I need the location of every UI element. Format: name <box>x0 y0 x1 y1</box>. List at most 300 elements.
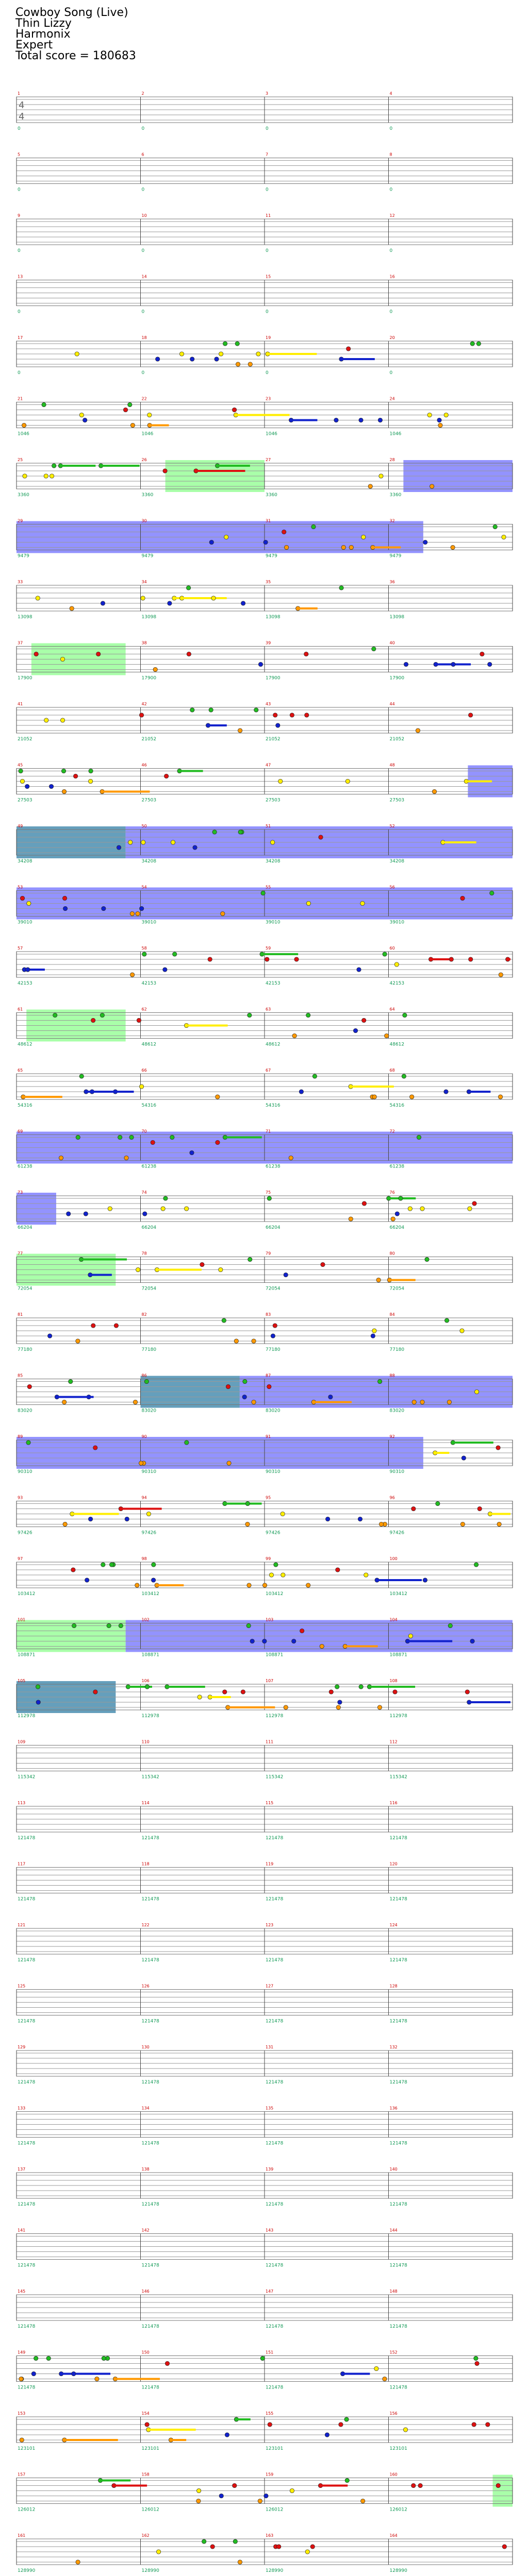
note-lane-1 <box>476 342 481 346</box>
note-lane-5 <box>447 1400 451 1404</box>
note-lane-2 <box>468 713 472 717</box>
measure-score: 34208 <box>389 859 405 864</box>
measure-number: 99 <box>266 1556 271 1561</box>
measure-score: 123101 <box>266 2446 284 2451</box>
song-title: Cowboy Song (Live) <box>15 6 128 19</box>
note-lane-3 <box>88 779 92 783</box>
measure-score: 3360 <box>18 493 29 498</box>
time-signature-bottom: 4 <box>19 111 25 122</box>
measure-score: 0 <box>389 126 393 131</box>
note-lane-3 <box>360 901 365 905</box>
measure-score: 121478 <box>141 1896 159 1902</box>
measure-score: 3360 <box>266 493 277 498</box>
measure-number: 23 <box>266 396 271 401</box>
note-lane-3 <box>147 413 152 417</box>
note-lane-1 <box>490 891 494 895</box>
measure-score: 39010 <box>266 920 280 925</box>
measure-number: 56 <box>389 885 395 890</box>
measure-number: 128 <box>389 1984 398 1989</box>
measure-number: 20 <box>389 335 395 340</box>
note-lane-4 <box>292 1639 296 1643</box>
measure-score: 9479 <box>18 553 29 559</box>
note-lane-4 <box>262 1639 267 1643</box>
note-lane-2 <box>290 713 294 717</box>
note-lane-1 <box>102 2356 106 2360</box>
note-lane-1 <box>403 1013 407 1017</box>
note-lane-2 <box>294 957 299 961</box>
note-lane-2 <box>273 713 277 717</box>
measure-score: 0 <box>266 248 269 253</box>
measure-score: 27503 <box>389 798 405 803</box>
note-lane-3 <box>128 840 133 844</box>
note-lane-4 <box>250 1639 254 1643</box>
note-lane-3 <box>374 2366 378 2370</box>
measure-number: 18 <box>141 335 147 340</box>
note-lane-3 <box>403 2428 407 2432</box>
note-lane-5 <box>349 1217 353 1221</box>
measure-score: 121478 <box>141 2324 159 2329</box>
note-lane-5 <box>497 1522 501 1526</box>
measure-number: 66 <box>141 1068 147 1073</box>
measure-number: 49 <box>18 824 23 828</box>
measure-number: 117 <box>18 1861 26 1867</box>
note-lane-2 <box>241 1690 245 1694</box>
measure-score: 97426 <box>141 1530 157 1536</box>
note-lane-2 <box>34 652 38 656</box>
note-lane-1 <box>335 1685 339 1689</box>
measure-number: 157 <box>18 2472 26 2477</box>
measure-number: 139 <box>266 2167 274 2172</box>
note-lane-2 <box>139 713 143 717</box>
note-lane-1 <box>260 2356 265 2360</box>
measure-number: 103 <box>266 1617 274 1622</box>
note-lane-4 <box>84 1212 88 1216</box>
measure-score: 108871 <box>141 1652 159 1658</box>
note-lane-5 <box>20 2438 24 2442</box>
note-lane-4 <box>328 1395 333 1399</box>
measure-number: 163 <box>266 2533 274 2538</box>
measure-number: 86 <box>141 1373 147 1378</box>
measure-score: 121478 <box>18 1958 36 1963</box>
note-lane-2 <box>200 1262 204 1266</box>
measure-score: 121478 <box>18 2202 36 2207</box>
note-lane-2 <box>123 408 127 412</box>
measure-score: 0 <box>18 126 21 131</box>
measure-score: 121478 <box>141 2141 159 2146</box>
measure-score: 126012 <box>389 2507 407 2513</box>
note-lane-1 <box>344 2417 349 2421</box>
note-lane-3 <box>44 718 48 722</box>
measure-score: 39010 <box>141 920 157 925</box>
note-lane-5 <box>238 2560 242 2564</box>
measure-score: 61238 <box>389 1164 405 1170</box>
note-lane-2 <box>472 1201 476 1206</box>
measure-score: 121478 <box>389 2263 407 2268</box>
note-lane-1 <box>34 2356 38 2360</box>
measure-number: 69 <box>18 1129 23 1134</box>
note-lane-1 <box>142 952 146 956</box>
measure-number: 50 <box>141 824 147 828</box>
note-lane-5 <box>377 1705 382 1709</box>
measure-score: 121478 <box>18 2019 36 2024</box>
note-lane-2 <box>114 1324 118 1328</box>
note-lane-2 <box>321 1262 325 1266</box>
measure-number: 122 <box>141 1923 150 1927</box>
measure-score: 121478 <box>266 2202 284 2207</box>
measure-number: 47 <box>266 762 271 768</box>
measure-score: 3360 <box>389 493 402 498</box>
note-lane-2 <box>319 835 323 839</box>
measure-score: 1046 <box>18 431 29 437</box>
measure-number: 6 <box>141 152 144 157</box>
note-lane-4 <box>378 418 382 422</box>
measure-score: 121478 <box>18 1836 36 1841</box>
note-lane-4 <box>225 2433 229 2437</box>
measure-number: 12 <box>389 213 395 218</box>
note-lane-1 <box>235 342 239 346</box>
note-lane-5 <box>258 2499 262 2503</box>
note-lane-4 <box>334 418 338 422</box>
measure-score: 121478 <box>266 2019 284 2024</box>
measure-score: 0 <box>266 187 269 193</box>
measure-number: 138 <box>141 2167 150 2172</box>
measure-number: 143 <box>266 2228 274 2233</box>
measure-number: 147 <box>266 2289 274 2294</box>
measure-score: 21052 <box>266 737 280 742</box>
measure-score: 17900 <box>266 675 280 681</box>
note-lane-3 <box>139 1084 143 1089</box>
note-lane-1 <box>129 1135 134 1139</box>
note-lane-1 <box>399 1196 403 1200</box>
measure-score: 121478 <box>141 2080 159 2085</box>
measure-number: 161 <box>18 2533 26 2538</box>
measure-score: 39010 <box>18 920 32 925</box>
note-lane-2 <box>20 896 24 900</box>
note-lane-5 <box>133 1400 137 1404</box>
measure-number: 79 <box>266 1251 271 1256</box>
measure-number: 120 <box>389 1861 398 1867</box>
note-lane-1 <box>248 1013 252 1017</box>
note-lane-5 <box>412 1400 416 1404</box>
note-lane-4 <box>423 540 427 544</box>
measure-score: 0 <box>18 248 21 253</box>
measure-score: 121478 <box>18 2385 36 2391</box>
note-lane-5 <box>284 1705 288 1709</box>
note-lane-5 <box>95 2377 99 2381</box>
note-lane-2 <box>393 1690 397 1694</box>
note-lane-4 <box>72 2371 76 2376</box>
measure-score: 1046 <box>389 431 402 437</box>
note-lane-5 <box>153 667 157 671</box>
note-lane-3 <box>161 1207 165 1211</box>
measure-number: 51 <box>266 824 271 828</box>
measure-number: 55 <box>266 885 271 890</box>
measure-number: 58 <box>141 946 147 951</box>
measure-number: 164 <box>389 2533 398 2538</box>
measure-score: 42153 <box>18 981 32 986</box>
note-lane-4 <box>36 1700 40 1704</box>
measure-score: 66204 <box>141 1225 157 1230</box>
note-lane-3 <box>460 1329 464 1333</box>
measure-score: 42153 <box>141 981 157 986</box>
measure-score: 61238 <box>141 1164 157 1170</box>
measure-number: 153 <box>18 2411 26 2416</box>
measure-number: 10 <box>141 213 147 218</box>
note-lane-5 <box>70 606 74 611</box>
measure-number: 40 <box>389 640 395 646</box>
measure-number: 65 <box>18 1068 23 1073</box>
note-lane-4 <box>67 1212 71 1216</box>
note-lane-2 <box>502 2545 506 2549</box>
note-lane-5 <box>62 789 66 793</box>
note-lane-1 <box>144 1379 148 1383</box>
measure-score: 54316 <box>18 1103 32 1108</box>
measure-number: 108 <box>389 1679 398 1683</box>
measure-number: 76 <box>389 1190 395 1195</box>
note-lane-1 <box>53 1013 57 1017</box>
note-lane-4 <box>214 357 219 361</box>
measure-number: 148 <box>389 2289 398 2294</box>
note-lane-5 <box>22 423 26 427</box>
measure-number: 45 <box>18 762 23 768</box>
note-lane-3 <box>269 1573 273 1577</box>
note-lane-1 <box>186 586 190 590</box>
note-lane-4 <box>219 2494 223 2498</box>
song-difficulty: Expert <box>15 39 53 52</box>
note-lane-4 <box>263 540 268 544</box>
note-lane-3 <box>420 1207 424 1211</box>
measure-number: 105 <box>18 1679 26 1683</box>
note-lane-1 <box>212 830 217 834</box>
measure-number: 64 <box>389 1007 395 1012</box>
note-lane-3 <box>305 2550 309 2554</box>
note-lane-4 <box>444 1090 448 1094</box>
measure-score: 90310 <box>141 1469 157 1475</box>
note-lane-3 <box>256 352 260 356</box>
measure-number: 160 <box>389 2472 398 2477</box>
note-lane-2 <box>210 2545 214 2549</box>
measure-score: 48612 <box>266 1042 280 1047</box>
measure-score: 83020 <box>18 1408 32 1414</box>
note-lane-1 <box>101 1563 105 1567</box>
note-lane-1 <box>274 1563 278 1567</box>
note-lane-2 <box>329 1690 333 1694</box>
measure-score: 121478 <box>18 2141 36 2146</box>
measure-score: 121478 <box>266 2385 284 2391</box>
measure-number: 154 <box>141 2411 150 2416</box>
note-lane-4 <box>371 1334 375 1338</box>
measure-number: 95 <box>266 1495 271 1500</box>
note-lane-5 <box>63 1522 67 1526</box>
note-lane-5 <box>320 1644 324 1648</box>
note-lane-3 <box>408 1207 412 1211</box>
measure-score: 77180 <box>266 1347 280 1352</box>
measure-number: 68 <box>389 1068 395 1073</box>
measure-score: 121478 <box>266 1958 284 1963</box>
note-lane-5 <box>227 1461 231 1465</box>
note-lane-1 <box>152 1563 156 1567</box>
note-lane-1 <box>79 1074 84 1078</box>
measure-score: 1046 <box>141 431 154 437</box>
measure-number: 44 <box>389 702 395 706</box>
note-lane-3 <box>211 596 216 600</box>
measure-number: 156 <box>389 2411 398 2416</box>
note-lane-2 <box>268 2422 272 2427</box>
note-lane-5 <box>62 1400 66 1404</box>
note-lane-2 <box>165 2361 169 2365</box>
note-lane-5 <box>130 973 134 977</box>
note-lane-5 <box>76 2560 80 2564</box>
note-lane-3 <box>290 2488 294 2493</box>
note-lane-4 <box>163 968 167 972</box>
measure-number: 132 <box>389 2045 398 2049</box>
note-lane-5 <box>221 911 225 916</box>
note-lane-2 <box>465 1690 469 1694</box>
measure-score: 0 <box>141 248 145 253</box>
measure-score: 108871 <box>18 1652 36 1658</box>
measure-number: 141 <box>18 2228 26 2233</box>
note-lane-3 <box>219 352 223 356</box>
note-lane-5 <box>252 1339 256 1343</box>
note-lane-2 <box>232 408 236 412</box>
note-lane-4 <box>88 1517 92 1521</box>
measure-score: 66204 <box>266 1225 280 1230</box>
note-lane-2 <box>91 1018 95 1022</box>
measure-score: 112978 <box>266 1714 284 1719</box>
measure-score: 0 <box>266 126 269 131</box>
measure-score: 21052 <box>18 737 32 742</box>
measure-score: 121478 <box>389 2324 407 2329</box>
note-lane-2 <box>187 652 191 656</box>
measure-number: 70 <box>141 1129 147 1134</box>
note-lane-4 <box>143 1212 147 1216</box>
note-lane-2 <box>223 1690 227 1694</box>
note-lane-4 <box>49 784 53 788</box>
note-lane-5 <box>76 1339 80 1343</box>
measure-score: 0 <box>389 187 393 193</box>
measure-number: 100 <box>389 1556 398 1561</box>
note-lane-2 <box>418 2483 422 2487</box>
note-lane-4 <box>83 418 87 422</box>
note-lane-3 <box>281 1573 285 1577</box>
note-lane-1 <box>107 1623 111 1628</box>
note-lane-2 <box>362 1018 366 1022</box>
measure-score: 121478 <box>266 1896 284 1902</box>
measure-score: 0 <box>18 187 21 193</box>
note-lane-3 <box>502 535 506 539</box>
song-instrument: Harmonix <box>15 28 71 41</box>
measure-number: 106 <box>141 1679 150 1683</box>
measure-number: 62 <box>141 1007 147 1012</box>
measure-score: 121478 <box>141 2385 159 2391</box>
note-lane-2 <box>411 1506 416 1511</box>
measure-number: 8 <box>389 152 392 157</box>
note-lane-5 <box>416 728 420 733</box>
measure-score: 121478 <box>389 2019 407 2024</box>
measure-number: 149 <box>18 2350 26 2355</box>
note-lane-1 <box>233 2539 237 2544</box>
measure-score: 0 <box>141 187 145 193</box>
note-lane-4 <box>325 2433 329 2437</box>
measure-score: 121478 <box>389 2080 407 2085</box>
note-lane-5 <box>384 1033 388 1038</box>
measure-number: 135 <box>266 2106 274 2111</box>
note-lane-3 <box>146 1512 151 1516</box>
measure-number: 35 <box>266 580 271 584</box>
note-lane-1 <box>359 1685 363 1689</box>
measure-score: 112978 <box>141 1714 159 1719</box>
measure-number: 137 <box>18 2167 26 2172</box>
measure-number: 129 <box>18 2045 26 2049</box>
measure-score: 121478 <box>389 2141 407 2146</box>
note-lane-3 <box>372 1329 376 1333</box>
measure-score: 121478 <box>389 1896 407 1902</box>
note-lane-1 <box>222 1318 226 1323</box>
measure-number: 151 <box>266 2350 274 2355</box>
note-lane-2 <box>472 2422 476 2427</box>
note-lane-4 <box>461 1456 466 1460</box>
note-lane-4 <box>85 1578 89 1582</box>
note-lane-1 <box>36 1685 40 1689</box>
note-lane-3 <box>468 1207 472 1211</box>
measure-score: 61238 <box>18 1164 32 1170</box>
note-lane-3 <box>60 657 64 661</box>
measure-number: 26 <box>141 457 147 462</box>
measure-number: 111 <box>266 1739 274 1744</box>
note-lane-3 <box>108 1207 112 1211</box>
measure-score: 42153 <box>389 981 405 986</box>
note-lane-3 <box>345 779 350 783</box>
note-lane-3 <box>136 1267 140 1272</box>
measure-number: 155 <box>266 2411 274 2416</box>
note-lane-2 <box>226 1384 230 1388</box>
note-lane-4 <box>125 1517 129 1521</box>
measure-score: 97426 <box>389 1530 405 1536</box>
measure-number: 131 <box>266 2045 274 2049</box>
note-lane-3 <box>394 962 399 967</box>
measure-score: 123101 <box>141 2446 159 2451</box>
measure-score: 97426 <box>266 1530 280 1536</box>
measure-score: 1046 <box>266 431 277 437</box>
measure-score: 27503 <box>141 798 157 803</box>
measure-score: 126012 <box>266 2507 284 2513</box>
measure-score: 61238 <box>266 1164 280 1170</box>
note-lane-5 <box>247 1583 251 1587</box>
measure-number: 57 <box>18 946 23 951</box>
measure-score: 108871 <box>266 1652 284 1658</box>
note-lane-3 <box>36 596 40 600</box>
note-lane-1 <box>223 342 227 346</box>
note-lane-4 <box>338 1700 342 1704</box>
note-lane-4 <box>155 357 159 361</box>
measure-number: 9 <box>18 213 21 218</box>
note-lane-4 <box>241 601 245 605</box>
note-lane-1 <box>246 1623 251 1628</box>
measure-number: 13 <box>18 274 23 279</box>
measure-number: 53 <box>18 885 23 890</box>
measure-number: 101 <box>18 1617 26 1622</box>
measure-score: 115342 <box>389 1774 407 1780</box>
measure-score: 42153 <box>266 981 280 986</box>
measure-number: 28 <box>389 457 395 462</box>
measure-score: 103412 <box>18 1591 36 1597</box>
note-lane-2 <box>273 1324 277 1328</box>
note-lane-4 <box>357 968 361 972</box>
measure-score: 54316 <box>141 1103 157 1108</box>
measure-number: 33 <box>18 580 23 584</box>
measure-score: 21052 <box>389 737 405 742</box>
measure-score: 72054 <box>18 1286 32 1292</box>
